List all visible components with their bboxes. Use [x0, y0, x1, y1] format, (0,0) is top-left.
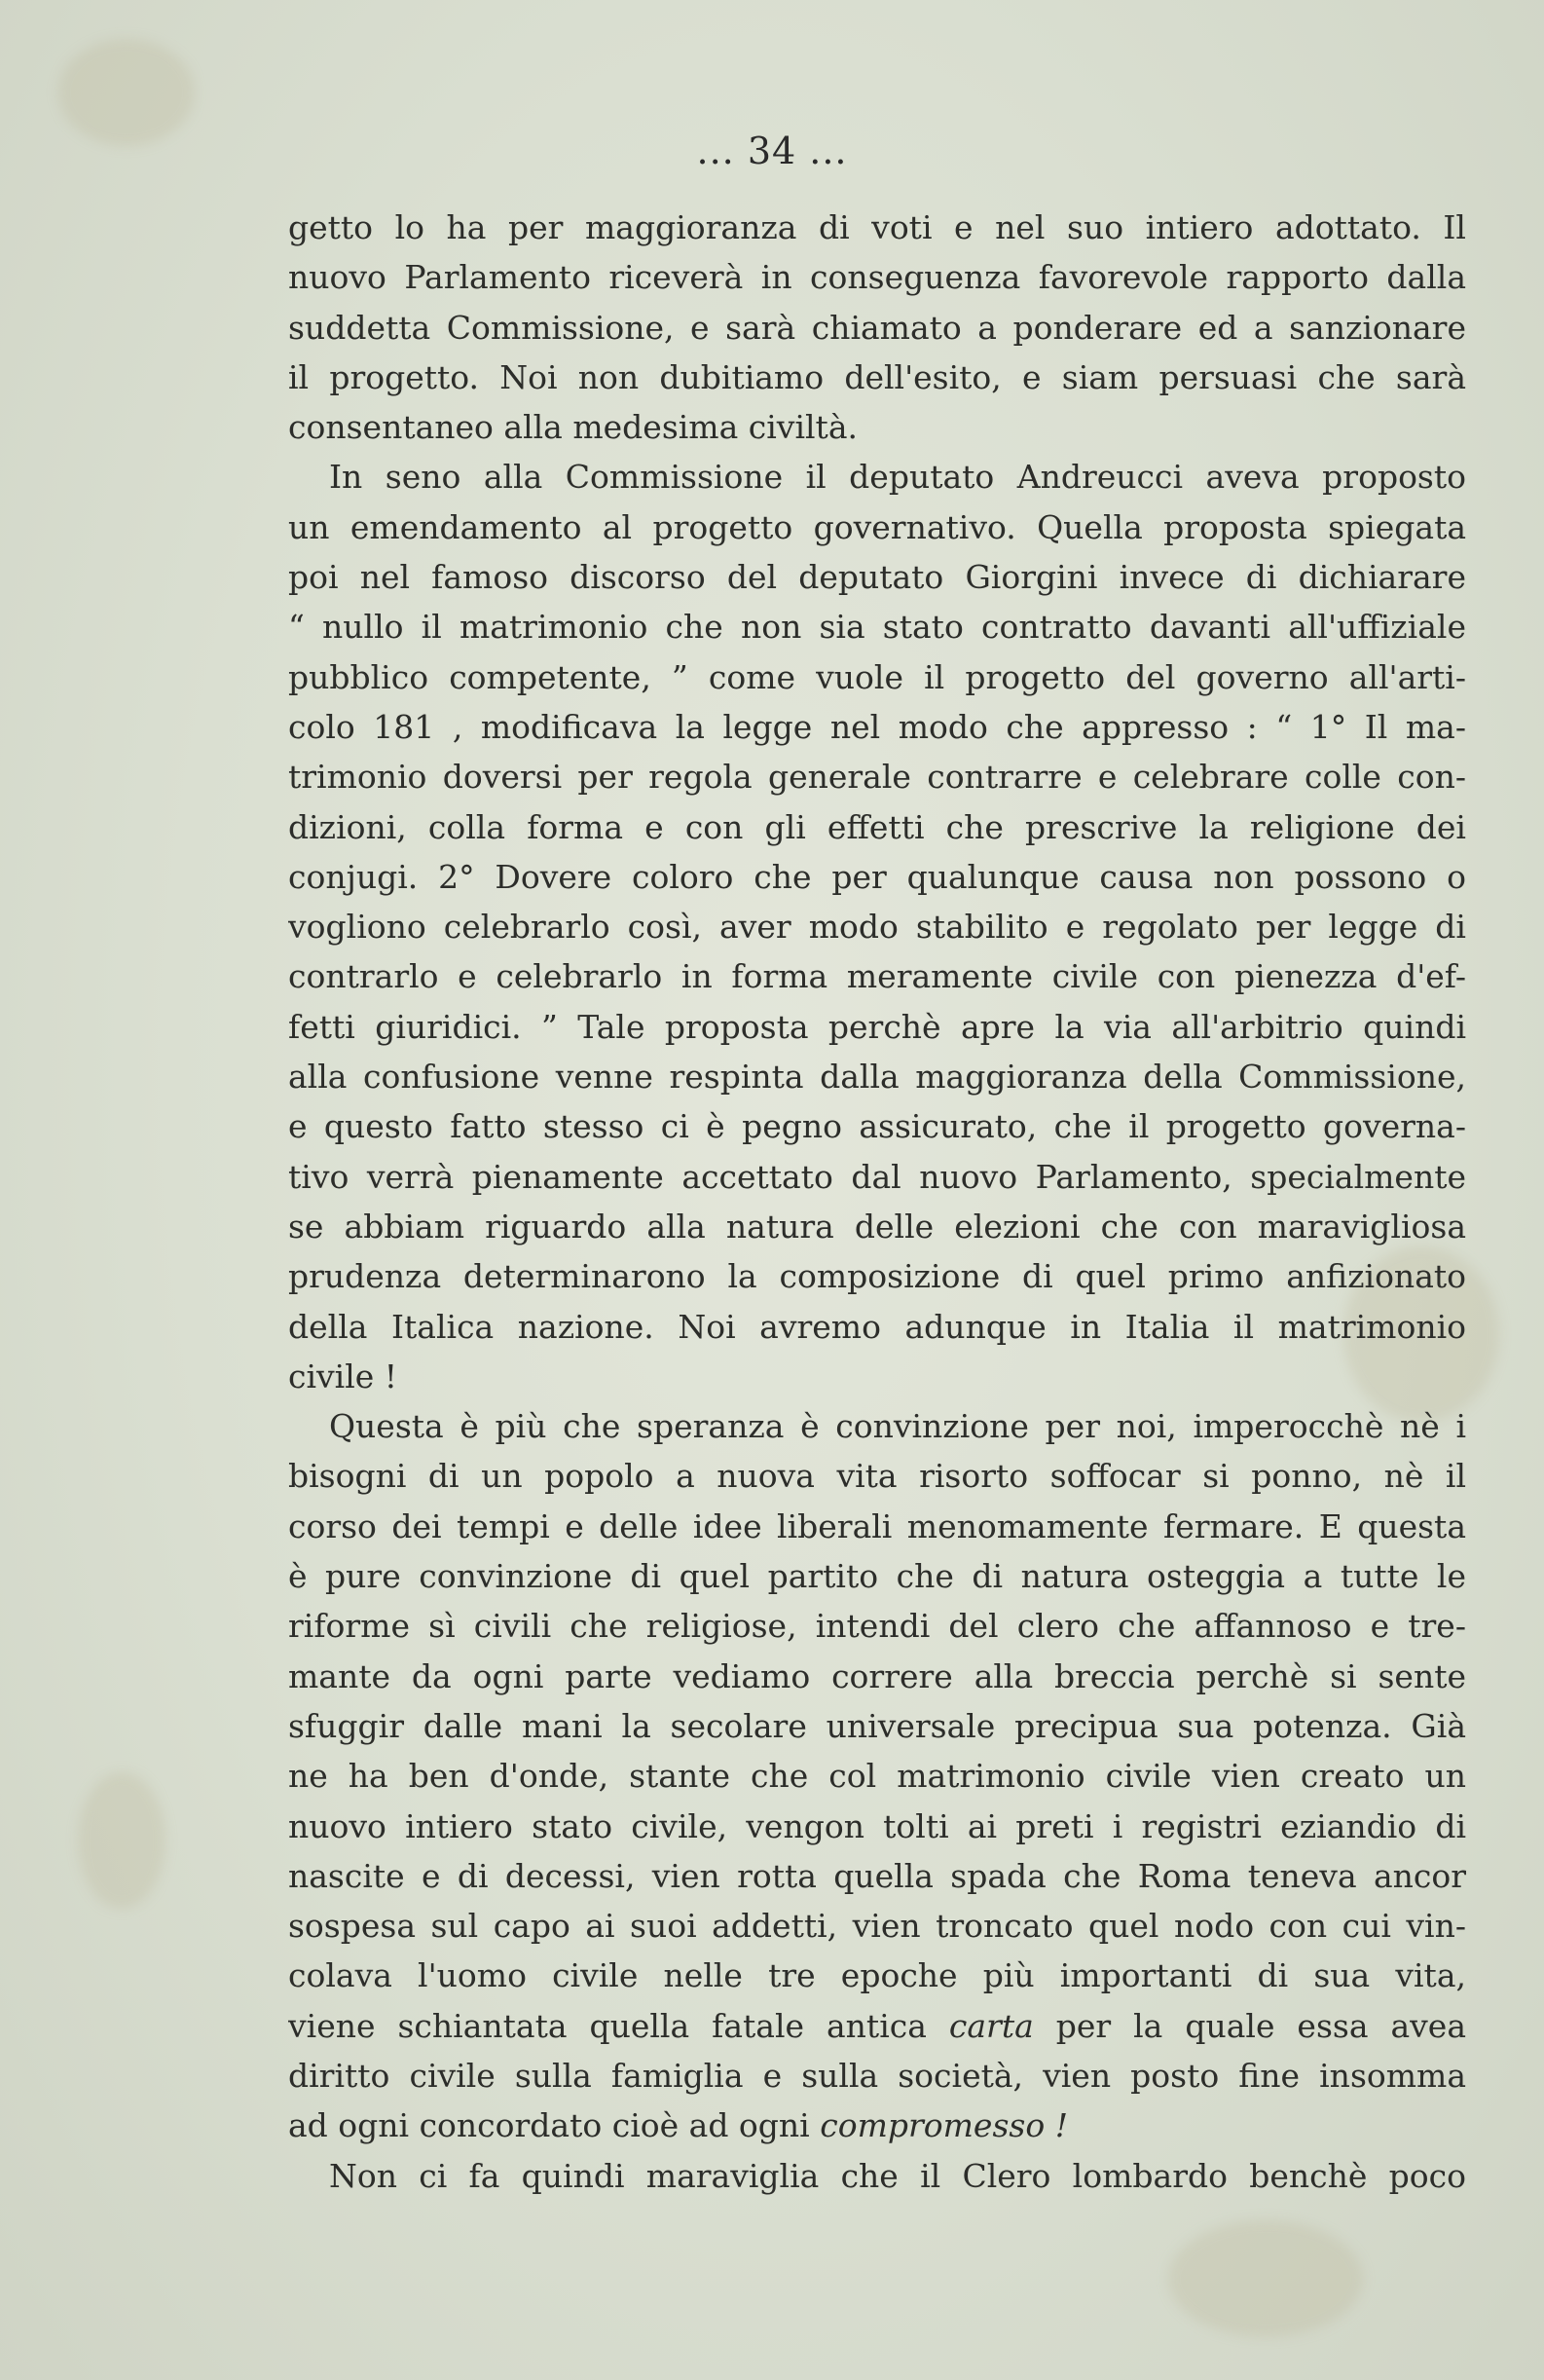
- paper-stain: [1168, 2220, 1363, 2337]
- text-line: colava l'uomo civile nelle tre epoche più importanti di sua vita,: [288, 1956, 1466, 1995]
- text-line: della Italica nazione. Noi avremo adunque in Italia il matrimonio: [288, 1307, 1466, 1346]
- text-line: sospesa sul capo ai suoi addetti, vien troncato quel nodo con cui vin-: [288, 1907, 1466, 1946]
- paper-stain: [78, 1772, 165, 1909]
- text-line: nascite e di decessi, vien rotta quella spada che Roma teneva ancor: [288, 1856, 1466, 1895]
- text-line: il progetto. Noi non dubitiamo dell'esito, e siam persuasi che sarà: [288, 357, 1466, 396]
- text-line: tivo verrà pienamente accettato dal nuovo Parlamento, specialmente: [288, 1157, 1466, 1196]
- text-line: e questo fatto stesso ci è pegno assicurato, che il progetto governa-: [288, 1107, 1466, 1146]
- text-line: nuovo Parlamento riceverà in conseguenza favorevole rapporto dalla: [288, 258, 1466, 297]
- text-line: consentaneo alla medesima civiltà.: [288, 408, 858, 447]
- text-line: nuovo intiero stato civile, vengon tolti ai preti i registri eziandio di: [288, 1806, 1466, 1845]
- text-line: conjugi. 2° Dovere coloro che per qualunque causa non possono o: [288, 857, 1466, 896]
- text-line: prudenza determinarono la composizione di quel primo anfizionato: [288, 1257, 1466, 1296]
- italic-word: compromesso !: [820, 2106, 1068, 2145]
- paragraph: [288, 1401, 1466, 2150]
- text-line: ad ogni concordato cioè ad ogni compromesso !: [288, 2106, 1068, 2145]
- text-line: In seno alla Commissione il deputato Andreucci aveva proposto: [329, 458, 1466, 497]
- text-line: Non ci fa quindi maraviglia che il Clero lombardo benchè poco: [329, 2156, 1466, 2195]
- text-line: un emendamento al progetto governativo. Quella proposta spiegata: [288, 507, 1466, 546]
- paragraph: [288, 203, 1466, 452]
- text-line: è pure convinzione di quel partito che di natura osteggia a tutte le: [288, 1557, 1466, 1596]
- text-line: fetti giuridici. ” Tale proposta perchè apre la via all'arbitrio quindi: [288, 1007, 1466, 1046]
- text-line: poi nel famoso discorso del deputato Giorgini invece di dichiarare: [288, 558, 1466, 597]
- text-line: alla confusione venne respinta dalla maggioranza della Commissione,: [288, 1058, 1466, 1097]
- text-line: getto lo ha per maggioranza di voti e nel suo intiero adottato. Il: [288, 208, 1466, 246]
- text-line: “ nullo il matrimonio che non sia stato contratto davanti all'uffiziale: [288, 608, 1466, 647]
- text-line: suddetta Commissione, e sarà chiamato a ponderare ed a sanzionare: [288, 308, 1466, 347]
- text-line: sfuggir dalle mani la secolare universale precipua sua potenza. Già: [288, 1706, 1466, 1745]
- text-line: dizioni, colla forma e con gli effetti che prescrive la religione dei: [288, 807, 1466, 846]
- paragraph: [288, 452, 1466, 1401]
- text-line: ne ha ben d'onde, stante che col matrimonio civile vien creato un: [288, 1757, 1466, 1796]
- text-line: Questa è più che speranza è convinzione per noi, imperocchè nè i: [329, 1407, 1466, 1446]
- page-number: ... 34 ...: [696, 130, 848, 172]
- text-line: bisogni di un popolo a nuova vita risorto soffocar si ponno, nè il: [288, 1457, 1466, 1496]
- text-line: mante da ogni parte vediamo correre alla breccia perchè si sente: [288, 1656, 1466, 1695]
- text-line: corso dei tempi e delle idee liberali menomamente fermare. E questa: [288, 1506, 1466, 1545]
- text-line: viene schiantata quella fatale antica carta per la quale essa avea: [288, 2006, 1466, 2045]
- italic-word: carta: [948, 2006, 1034, 2045]
- text-line: se abbiam riguardo alla natura delle elezioni che con maravigliosa: [288, 1207, 1466, 1246]
- text-line: riforme sì civili che religiose, intendi del clero che affannoso e tre-: [288, 1607, 1466, 1646]
- text-line: contrarlo e celebrarlo in forma meramente civile con pienezza d'ef-: [288, 957, 1466, 996]
- text-line: vogliono celebrarlo così, aver modo stabilito e regolato per legge di: [288, 908, 1466, 947]
- text-line: pubblico competente, ” come vuole il progetto del governo all'arti-: [288, 657, 1466, 696]
- text-line: diritto civile sulla famiglia e sulla società, vien posto fine insomma: [288, 2056, 1466, 2095]
- paragraph: [288, 2151, 1466, 2201]
- text-line: colo 181 , modificava la legge nel modo che appresso : “ 1° Il ma-: [288, 707, 1466, 746]
- body-text: [288, 203, 1466, 2201]
- text-line: trimonio doversi per regola generale contrarre e celebrare colle con-: [288, 758, 1466, 797]
- text-line: civile !: [288, 1357, 398, 1395]
